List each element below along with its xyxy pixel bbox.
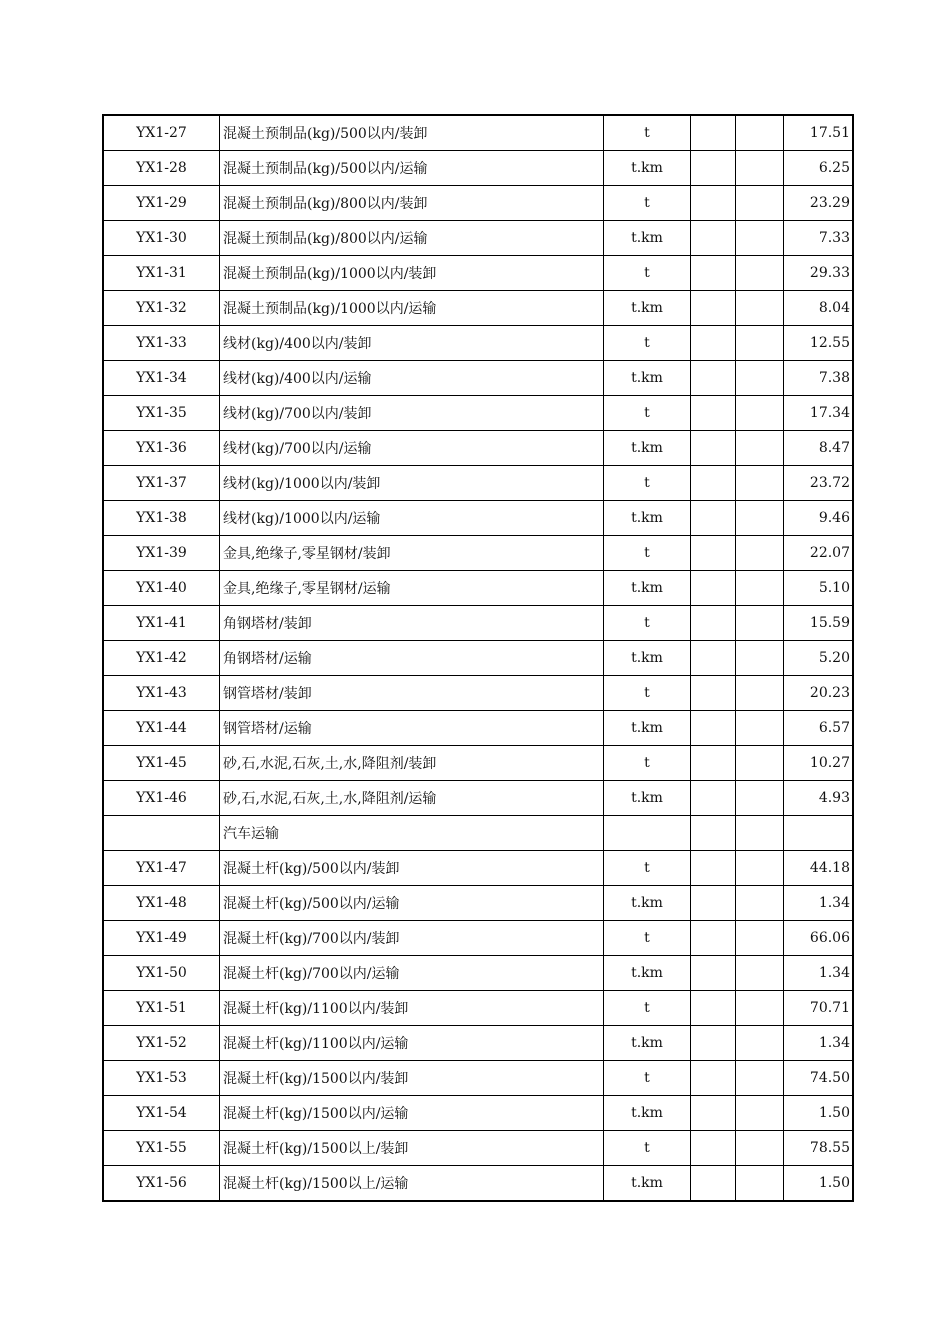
price-cell: 5.20 <box>784 641 854 676</box>
empty-cell <box>736 431 784 466</box>
price-cell: 17.51 <box>784 115 854 151</box>
item-code-cell: YX1-41 <box>103 606 220 641</box>
price-cell: 12.55 <box>784 326 854 361</box>
unit-cell: t.km <box>604 221 691 256</box>
table-row <box>103 431 853 466</box>
price-cell: 8.04 <box>784 291 854 326</box>
unit-cell: t.km <box>604 641 691 676</box>
empty-cell <box>736 536 784 571</box>
empty-cell <box>691 501 736 536</box>
price-cell: 23.29 <box>784 186 854 221</box>
empty-cell <box>691 536 736 571</box>
item-name-cell: 角钢塔材/装卸 <box>220 606 604 641</box>
item-code-cell: YX1-36 <box>103 431 220 466</box>
empty-cell <box>736 501 784 536</box>
item-code-cell: YX1-54 <box>103 1096 220 1131</box>
empty-cell <box>691 676 736 711</box>
empty-cell <box>691 641 736 676</box>
item-name-cell: 混凝土杆(kg)/1500以内/运输 <box>220 1096 604 1131</box>
empty-cell <box>691 1061 736 1096</box>
price-cell: 23.72 <box>784 466 854 501</box>
item-code-cell <box>103 816 220 851</box>
empty-cell <box>736 606 784 641</box>
table-row <box>103 1131 853 1166</box>
empty-cell <box>691 886 736 921</box>
unit-cell: t <box>604 256 691 291</box>
empty-cell <box>736 1026 784 1061</box>
item-name-cell: 钢管塔材/运输 <box>220 711 604 746</box>
table-row <box>103 676 853 711</box>
empty-cell <box>736 396 784 431</box>
price-cell: 1.34 <box>784 886 854 921</box>
unit-cell: t <box>604 606 691 641</box>
price-cell: 66.06 <box>784 921 854 956</box>
item-name-cell: 混凝土杆(kg)/500以内/运输 <box>220 886 604 921</box>
item-name-cell: 混凝土杆(kg)/700以内/装卸 <box>220 921 604 956</box>
empty-cell <box>691 221 736 256</box>
item-name-cell: 砂,石,水泥,石灰,土,水,降阻剂/装卸 <box>220 746 604 781</box>
empty-cell <box>736 291 784 326</box>
item-name-cell: 线材(kg)/700以内/装卸 <box>220 396 604 431</box>
item-code-cell: YX1-43 <box>103 676 220 711</box>
item-code-cell: YX1-53 <box>103 1061 220 1096</box>
item-name-cell: 混凝土预制品(kg)/800以内/装卸 <box>220 186 604 221</box>
item-code-cell: YX1-44 <box>103 711 220 746</box>
empty-cell <box>691 256 736 291</box>
table-row <box>103 501 853 536</box>
empty-cell <box>736 921 784 956</box>
empty-cell <box>691 571 736 606</box>
empty-cell <box>736 151 784 186</box>
empty-cell <box>691 151 736 186</box>
item-name-cell: 金具,绝缘子,零星钢材/装卸 <box>220 536 604 571</box>
section-row <box>103 816 853 851</box>
price-cell: 22.07 <box>784 536 854 571</box>
empty-cell <box>691 326 736 361</box>
empty-cell <box>691 711 736 746</box>
table-row <box>103 396 853 431</box>
item-code-cell: YX1-28 <box>103 151 220 186</box>
unit-cell: t <box>604 115 691 151</box>
item-name-cell: 金具,绝缘子,零星钢材/运输 <box>220 571 604 606</box>
item-code-cell: YX1-30 <box>103 221 220 256</box>
empty-cell <box>736 326 784 361</box>
empty-cell <box>736 956 784 991</box>
unit-cell: t.km <box>604 291 691 326</box>
item-code-cell: YX1-55 <box>103 1131 220 1166</box>
item-code-cell: YX1-51 <box>103 991 220 1026</box>
price-cell: 6.25 <box>784 151 854 186</box>
table-row <box>103 851 853 886</box>
empty-cell <box>691 816 736 851</box>
table-row <box>103 746 853 781</box>
item-code-cell: YX1-48 <box>103 886 220 921</box>
empty-cell <box>691 1131 736 1166</box>
item-name-cell: 角钢塔材/运输 <box>220 641 604 676</box>
empty-cell <box>736 115 784 151</box>
table-row <box>103 1096 853 1131</box>
item-code-cell: YX1-33 <box>103 326 220 361</box>
item-code-cell: YX1-45 <box>103 746 220 781</box>
empty-cell <box>691 746 736 781</box>
unit-cell: t <box>604 1131 691 1166</box>
table-row <box>103 221 853 256</box>
empty-cell <box>691 1026 736 1061</box>
unit-cell: t <box>604 466 691 501</box>
item-code-cell: YX1-31 <box>103 256 220 291</box>
price-cell: 1.34 <box>784 1026 854 1061</box>
empty-cell <box>691 781 736 816</box>
item-name-cell: 线材(kg)/700以内/运输 <box>220 431 604 466</box>
price-cell: 6.57 <box>784 711 854 746</box>
table-row <box>103 115 853 151</box>
item-code-cell: YX1-47 <box>103 851 220 886</box>
item-code-cell: YX1-32 <box>103 291 220 326</box>
empty-cell <box>691 291 736 326</box>
item-code-cell: YX1-42 <box>103 641 220 676</box>
empty-cell <box>691 431 736 466</box>
item-name-cell: 混凝土杆(kg)/700以内/运输 <box>220 956 604 991</box>
item-code-cell: YX1-29 <box>103 186 220 221</box>
item-name-cell: 混凝土预制品(kg)/500以内/装卸 <box>220 115 604 151</box>
price-cell: 4.93 <box>784 781 854 816</box>
item-name-cell: 混凝土杆(kg)/1500以内/装卸 <box>220 1061 604 1096</box>
unit-cell: t <box>604 396 691 431</box>
unit-cell: t.km <box>604 886 691 921</box>
table-row <box>103 641 853 676</box>
empty-cell <box>736 221 784 256</box>
table-row <box>103 256 853 291</box>
empty-cell <box>736 781 784 816</box>
empty-cell <box>691 466 736 501</box>
empty-cell <box>736 1131 784 1166</box>
price-cell: 1.50 <box>784 1166 854 1202</box>
unit-cell: t.km <box>604 1166 691 1202</box>
unit-cell: t.km <box>604 711 691 746</box>
empty-cell <box>736 641 784 676</box>
empty-cell <box>691 396 736 431</box>
unit-cell: t.km <box>604 571 691 606</box>
price-cell: 20.23 <box>784 676 854 711</box>
empty-cell <box>736 1061 784 1096</box>
empty-cell <box>691 606 736 641</box>
empty-cell <box>736 186 784 221</box>
empty-cell <box>691 956 736 991</box>
item-code-cell: YX1-35 <box>103 396 220 431</box>
unit-cell: t <box>604 921 691 956</box>
price-cell: 10.27 <box>784 746 854 781</box>
unit-cell: t.km <box>604 151 691 186</box>
empty-cell <box>736 746 784 781</box>
item-code-cell: YX1-49 <box>103 921 220 956</box>
price-cell: 7.33 <box>784 221 854 256</box>
table-row <box>103 466 853 501</box>
table-row <box>103 1166 853 1202</box>
empty-cell <box>691 115 736 151</box>
empty-cell <box>736 816 784 851</box>
empty-cell <box>736 256 784 291</box>
item-name-cell: 混凝土杆(kg)/1500以上/运输 <box>220 1166 604 1202</box>
table-row <box>103 536 853 571</box>
table-row <box>103 186 853 221</box>
unit-cell: t <box>604 676 691 711</box>
price-cell: 1.34 <box>784 956 854 991</box>
empty-cell <box>736 571 784 606</box>
table-row <box>103 1061 853 1096</box>
empty-cell <box>736 1166 784 1202</box>
item-code-cell: YX1-56 <box>103 1166 220 1202</box>
table-row <box>103 781 853 816</box>
item-name-cell: 线材(kg)/400以内/运输 <box>220 361 604 396</box>
item-name-cell: 线材(kg)/1000以内/运输 <box>220 501 604 536</box>
price-cell <box>784 816 854 851</box>
empty-cell <box>736 851 784 886</box>
table-row <box>103 571 853 606</box>
price-cell: 17.34 <box>784 396 854 431</box>
item-name-cell: 汽车运输 <box>220 816 604 851</box>
unit-cell: t <box>604 1061 691 1096</box>
unit-cell: t.km <box>604 501 691 536</box>
price-cell: 1.50 <box>784 1096 854 1131</box>
item-code-cell: YX1-46 <box>103 781 220 816</box>
unit-cell: t.km <box>604 1096 691 1131</box>
item-code-cell: YX1-52 <box>103 1026 220 1061</box>
table-row <box>103 956 853 991</box>
item-name-cell: 混凝土预制品(kg)/1000以内/运输 <box>220 291 604 326</box>
table-row <box>103 291 853 326</box>
item-code-cell: YX1-34 <box>103 361 220 396</box>
empty-cell <box>736 676 784 711</box>
unit-cell: t <box>604 326 691 361</box>
unit-cell: t.km <box>604 1026 691 1061</box>
empty-cell <box>691 991 736 1026</box>
empty-cell <box>736 991 784 1026</box>
table-row <box>103 326 853 361</box>
item-name-cell: 混凝土杆(kg)/500以内/装卸 <box>220 851 604 886</box>
price-cell: 78.55 <box>784 1131 854 1166</box>
table-body <box>103 115 853 1201</box>
price-cell: 70.71 <box>784 991 854 1026</box>
unit-cell: t.km <box>604 956 691 991</box>
unit-cell: t.km <box>604 361 691 396</box>
price-cell: 5.10 <box>784 571 854 606</box>
unit-cell: t.km <box>604 781 691 816</box>
table-row <box>103 886 853 921</box>
unit-cell: t <box>604 746 691 781</box>
table-row <box>103 1026 853 1061</box>
unit-cell: t <box>604 186 691 221</box>
item-code-cell: YX1-27 <box>103 115 220 151</box>
empty-cell <box>691 361 736 396</box>
item-code-cell: YX1-38 <box>103 501 220 536</box>
empty-cell <box>736 711 784 746</box>
table-row <box>103 921 853 956</box>
empty-cell <box>691 186 736 221</box>
item-name-cell: 混凝土预制品(kg)/800以内/运输 <box>220 221 604 256</box>
item-code-cell: YX1-40 <box>103 571 220 606</box>
item-name-cell: 线材(kg)/400以内/装卸 <box>220 326 604 361</box>
unit-cell: t <box>604 536 691 571</box>
item-code-cell: YX1-39 <box>103 536 220 571</box>
price-cell: 7.38 <box>784 361 854 396</box>
item-name-cell: 混凝土杆(kg)/1500以上/装卸 <box>220 1131 604 1166</box>
empty-cell <box>691 1096 736 1131</box>
item-name-cell: 砂,石,水泥,石灰,土,水,降阻剂/运输 <box>220 781 604 816</box>
empty-cell <box>736 361 784 396</box>
price-cell: 44.18 <box>784 851 854 886</box>
table-row <box>103 711 853 746</box>
empty-cell <box>691 921 736 956</box>
price-cell: 8.47 <box>784 431 854 466</box>
item-name-cell: 混凝土预制品(kg)/500以内/运输 <box>220 151 604 186</box>
item-code-cell: YX1-37 <box>103 466 220 501</box>
table-row <box>103 991 853 1026</box>
empty-cell <box>736 1096 784 1131</box>
unit-cell: t.km <box>604 431 691 466</box>
unit-cell: t <box>604 851 691 886</box>
empty-cell <box>691 851 736 886</box>
empty-cell <box>691 1166 736 1202</box>
item-name-cell: 线材(kg)/1000以内/装卸 <box>220 466 604 501</box>
table-row <box>103 151 853 186</box>
empty-cell <box>736 466 784 501</box>
table-row <box>103 606 853 641</box>
item-code-cell: YX1-50 <box>103 956 220 991</box>
table-row <box>103 361 853 396</box>
item-name-cell: 混凝土杆(kg)/1100以内/运输 <box>220 1026 604 1061</box>
item-name-cell: 钢管塔材/装卸 <box>220 676 604 711</box>
price-cell: 9.46 <box>784 501 854 536</box>
price-table <box>102 114 854 1202</box>
item-name-cell: 混凝土预制品(kg)/1000以内/装卸 <box>220 256 604 291</box>
price-cell: 15.59 <box>784 606 854 641</box>
unit-cell: t <box>604 991 691 1026</box>
price-cell: 29.33 <box>784 256 854 291</box>
empty-cell <box>736 886 784 921</box>
price-cell: 74.50 <box>784 1061 854 1096</box>
unit-cell <box>604 816 691 851</box>
item-name-cell: 混凝土杆(kg)/1100以内/装卸 <box>220 991 604 1026</box>
